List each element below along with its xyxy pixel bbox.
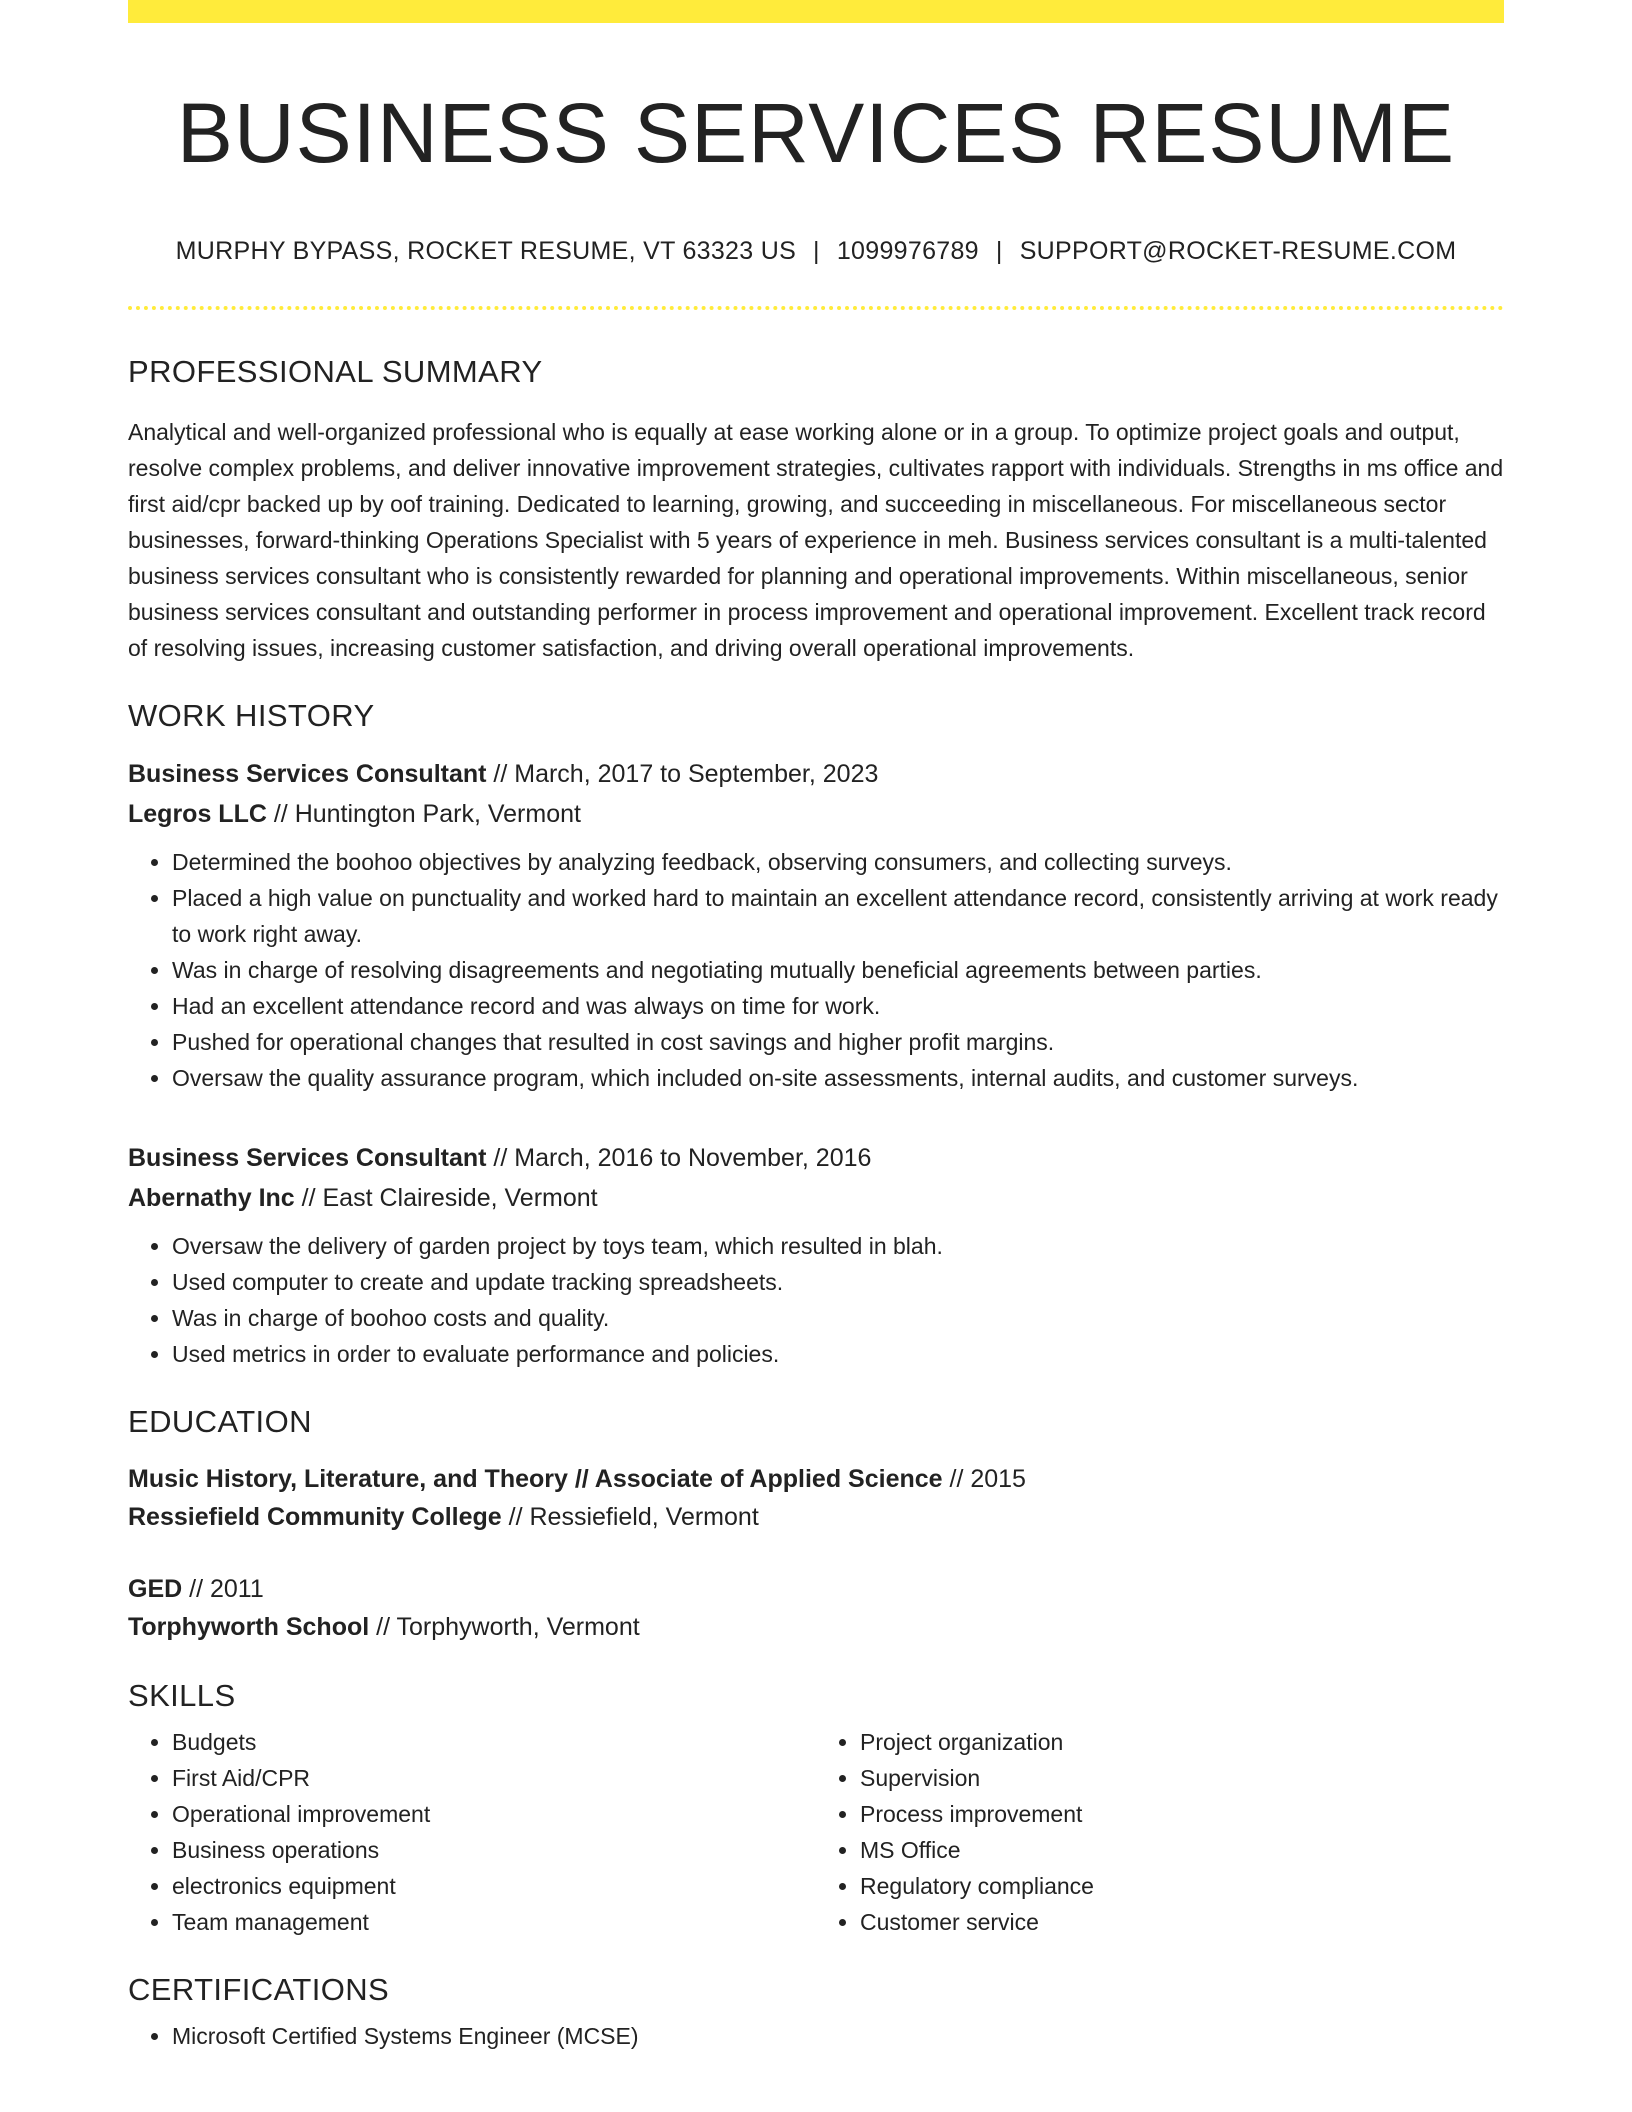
list-item: • Used computer to create and update tracking spreadsheets. (172, 1264, 1504, 1300)
list-item: • Was in charge of resolving disagreements and negotiating mutually beneficial agreements between parties. (172, 952, 1504, 988)
education-degree: Music History, Literature, and Theory // Associate of Applied Science (128, 1465, 943, 1494)
education-entry (128, 1460, 1504, 1536)
education-entry (128, 1570, 1504, 1646)
contact-phone: 1099976789 (836, 237, 979, 266)
education-degree-line (128, 1570, 1504, 1608)
skill-item: • Budgets (172, 1724, 816, 1760)
job-location: // East Claireside, Vermont (294, 1184, 598, 1213)
education-degree: GED (128, 1575, 183, 1604)
skills-section (128, 1678, 1504, 1940)
education-year: // 2011 (182, 1575, 264, 1604)
certifications-list (128, 2018, 1504, 2054)
skills-heading: SKILLS (128, 1678, 236, 1714)
skills-list-right (816, 1724, 1504, 1940)
list-item: • Was in charge of boohoo costs and quality. (172, 1300, 1504, 1336)
job-company-line (128, 1178, 1504, 1218)
list-item: • Used metrics in order to evaluate performance and policies. (172, 1336, 1504, 1372)
contact-line (128, 237, 1504, 266)
list-item: • Determined the boohoo objectives by analyzing feedback, observing consumers, and collecting surveys. (172, 844, 1504, 880)
job-title-line (128, 1138, 1504, 1178)
dotted-divider (128, 306, 1504, 310)
contact-separator: | (813, 237, 820, 266)
list-item: • Placed a high value on punctuality and worked hard to maintain an excellent attendance record, consistently arriving at work ready to work right away. (172, 880, 1504, 952)
job-title-line (128, 754, 1504, 794)
work-history-section (128, 698, 1504, 1372)
job-location: // Huntington Park, Vermont (266, 800, 581, 829)
certifications-heading: CERTIFICATIONS (128, 1972, 390, 2008)
skills-columns (128, 1714, 1504, 1940)
skill-item: • Regulatory compliance (860, 1868, 1504, 1904)
job-company: Abernathy Inc (128, 1184, 295, 1213)
resume-page (128, 0, 1504, 2054)
job-entry (128, 754, 1504, 1096)
skill-item: • MS Office (860, 1832, 1504, 1868)
job-dates: // March, 2016 to November, 2016 (486, 1144, 872, 1173)
skill-item: • First Aid/CPR (172, 1760, 816, 1796)
summary-text: Analytical and well-organized professional who is equally at ease working alone or in a group. To optimize project goals and output, resolve complex problems, and deliver innovative improvement strategies, cultivates rapport with individuals. Strengths in ms office and first aid/cpr backed up by oof training. Dedicated to learning, growing, and succeeding in miscellaneous. For miscellaneous sector businesses, forward-thinking Operations Specialist with 5 years of experience in meh. Business services consultant is a multi-talented business services consultant who is consistently rewarded for planning and operational improvements. Within miscellaneous, senior business services consultant and outstanding performer in process improvement and operational improvement. Excellent track record of resolving issues, increasing customer satisfaction, and driving overall operational improvements. (128, 419, 1504, 662)
list-item: • Oversaw the quality assurance program, which included on-site assessments, internal audits, and customer surveys. (172, 1060, 1504, 1096)
job-title: Business Services Consultant (128, 760, 487, 789)
job-title: Business Services Consultant (128, 1144, 487, 1173)
skill-item: • Business operations (172, 1832, 816, 1868)
skill-item: • Operational improvement (172, 1796, 816, 1832)
skills-list-left (128, 1724, 816, 1940)
education-degree-line (128, 1460, 1504, 1498)
education-section (128, 1404, 1504, 1646)
work-history-heading: WORK HISTORY (128, 698, 375, 734)
summary-heading: PROFESSIONAL SUMMARY (128, 354, 543, 390)
contact-address: MURPHY BYPASS, ROCKET RESUME, VT 63323 US (175, 237, 797, 266)
certifications-section (128, 1972, 1504, 2054)
contact-email: SUPPORT@ROCKET-RESUME.COM (1019, 237, 1457, 266)
job-bullets (128, 844, 1504, 1096)
skill-item: • Team management (172, 1904, 816, 1940)
contact-separator: | (995, 237, 1003, 266)
job-company: Legros LLC (128, 800, 267, 829)
skill-item: • Project organization (860, 1724, 1504, 1760)
education-school-line (128, 1608, 1504, 1646)
list-item: • Had an excellent attendance record and was always on time for work. (172, 988, 1504, 1024)
resume-title: BUSINESS SERVICES RESUME (176, 86, 1456, 180)
top-accent-bar (128, 0, 1504, 23)
list-item: • Oversaw the delivery of garden project by toys team, which resulted in blah. (172, 1228, 1504, 1264)
education-location: // Ressiefield, Vermont (501, 1503, 759, 1532)
list-item: • Pushed for operational changes that resulted in cost savings and higher profit margins. (172, 1024, 1504, 1060)
job-company-line (128, 794, 1504, 834)
job-dates: // March, 2017 to September, 2023 (486, 760, 879, 789)
job-bullets (128, 1228, 1504, 1372)
education-location: // Torphyworth, Vermont (369, 1613, 640, 1642)
skill-item: • Customer service (860, 1904, 1504, 1940)
skill-item: • electronics equipment (172, 1868, 816, 1904)
certification-item: • Microsoft Certified Systems Engineer (MCSE) (172, 2018, 1504, 2054)
summary-section (128, 354, 1504, 666)
education-year: // 2015 (942, 1465, 1026, 1494)
education-school: Torphyworth School (128, 1613, 370, 1642)
education-school-line (128, 1498, 1504, 1536)
skill-item: • Supervision (860, 1760, 1504, 1796)
education-school: Ressiefield Community College (128, 1503, 502, 1532)
job-entry (128, 1138, 1504, 1372)
skill-item: • Process improvement (860, 1796, 1504, 1832)
education-heading: EDUCATION (128, 1404, 312, 1440)
